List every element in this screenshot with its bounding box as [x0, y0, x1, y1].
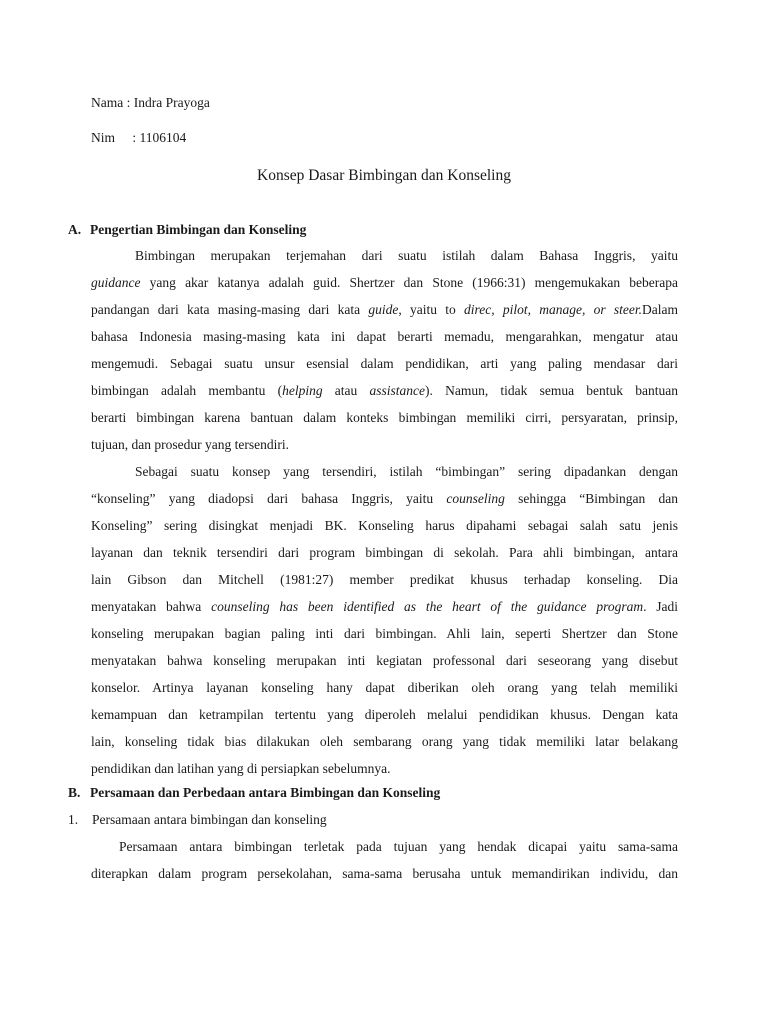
- paragraph-line: Konseling” sering disingkat menjadi BK. Konseling harus dipahami sebagai salah satu jenis: [91, 518, 678, 533]
- student-name-line: [91, 94, 210, 112]
- paragraph-line: bahasa Indonesia masing-masing kata ini dapat berarti memadu, mengarahkan, mengatur atau: [91, 329, 678, 344]
- section-a-marker: A.: [68, 222, 82, 237]
- section-a-title: Pengertian Bimbingan dan Konseling: [90, 222, 307, 237]
- document-title: Konsep Dasar Bimbingan dan Konseling: [257, 167, 511, 184]
- text-run: “konseling” yang diadopsi dari bahasa Inggris, yaitu: [91, 491, 447, 506]
- paragraph-line: Sebagai suatu konsep yang tersendiri, istilah “bimbingan” sering dipadankan dengan: [135, 464, 678, 479]
- item-1-title: Persamaan antara bimbingan dan konseling: [92, 812, 327, 827]
- italic-text: direc, pilot, manage, or steer.: [464, 302, 643, 317]
- paragraph-line: Bimbingan merupakan terjemahan dari suatu istilah dalam Bahasa Inggris, yaitu: [135, 248, 678, 263]
- student-nim-line: [91, 129, 186, 147]
- text-run: yang akar katanya adalah guid. Shertzer dan Stone (1966:31) mengemukakan beberapa: [140, 275, 678, 290]
- paragraph-line: konselor. Artinya layanan konseling hany dapat diberikan oleh orang yang telah memiliki: [91, 680, 678, 695]
- nim-label: Nim: [91, 130, 116, 145]
- name-label: Nama :: [91, 95, 134, 110]
- paragraph-line: [91, 490, 678, 508]
- paragraph-line: [91, 382, 678, 400]
- text-run: Dalam: [642, 302, 679, 317]
- paragraph-line: tujuan, dan prosedur yang tersendiri.: [91, 437, 289, 452]
- italic-text: assistance: [369, 383, 425, 398]
- italic-text: guide: [368, 302, 399, 317]
- section-b-title: Persamaan dan Perbedaan antara Bimbingan dan Konseling: [90, 785, 441, 800]
- italic-text: counseling has been identified as the heart of the guidance program: [211, 599, 644, 614]
- paragraph-line: [91, 274, 678, 292]
- italic-text: counseling: [446, 491, 505, 506]
- paragraph-line: menyatakan bahwa konseling merupakan inti kegiatan professonal dari seseorang yang disebut: [91, 653, 678, 668]
- text-run: menyatakan bahwa: [91, 599, 212, 614]
- text-run: ). Namun, tidak semua bentuk bantuan: [425, 383, 678, 398]
- paragraph-line: pendidikan dan latihan yang di persiapkan sebelumnya.: [91, 761, 391, 776]
- italic-text: guidance: [91, 275, 141, 290]
- paragraph-line: lain Gibson dan Mitchell (1981:27) member predikat khusus terhadap konseling. Dia: [91, 572, 678, 587]
- paragraph-line: [91, 301, 678, 319]
- text-run: bimbingan adalah membantu (: [91, 383, 283, 398]
- text-run: atau: [322, 383, 370, 398]
- paragraph-line: konseling merupakan bagian paling inti dari bimbingan. Ahli lain, seperti Shertzer dan Stone: [91, 626, 678, 641]
- paragraph-line: Persamaan antara bimbingan terletak pada tujuan yang hendak dicapai yaitu sama-sama: [119, 839, 678, 854]
- paragraph-line: diterapkan dalam program persekolahan, sama-sama berusaha untuk memandirikan individu, dan: [91, 866, 678, 881]
- nim-separator: :: [129, 130, 140, 145]
- paragraph-line: lain, konseling tidak bias dilakukan oleh sembarang orang yang tidak memiliki latar belakang: [91, 734, 678, 749]
- paragraph-line: kemampuan dan ketrampilan tertentu yang diperoleh melalui pendidikan khusus. Dengan kata: [91, 707, 678, 722]
- paragraph-line: mengemudi. Sebagai suatu unsur esensial dalam pendidikan, arti yang paling mendasar dari: [91, 356, 678, 371]
- name-value: Indra Prayoga: [133, 95, 210, 110]
- nim-value: 1106104: [139, 130, 187, 145]
- text-run: . Jadi: [643, 599, 679, 614]
- text-run: pandangan dari kata masing-masing dari kata: [91, 302, 369, 317]
- item-1-marker: 1.: [68, 812, 79, 827]
- section-a-heading: [68, 221, 306, 239]
- paragraph-line: [91, 598, 678, 616]
- section-b-heading: [68, 784, 440, 802]
- text-run: sehingga “Bimbingan dan: [504, 491, 678, 506]
- text-run: , yaitu to: [398, 302, 465, 317]
- section-b-marker: B.: [68, 785, 81, 800]
- paragraph-line: layanan dan teknik tersendiri dari program bimbingan di sekolah. Para ahli bimbingan, antara: [91, 545, 678, 560]
- section-b-item-1: [68, 811, 327, 829]
- italic-text: helping: [282, 383, 323, 398]
- paragraph-line: berarti bimbingan karena bantuan dalam konteks bimbingan memiliki cirri, persyaratan, prinsip,: [91, 410, 678, 425]
